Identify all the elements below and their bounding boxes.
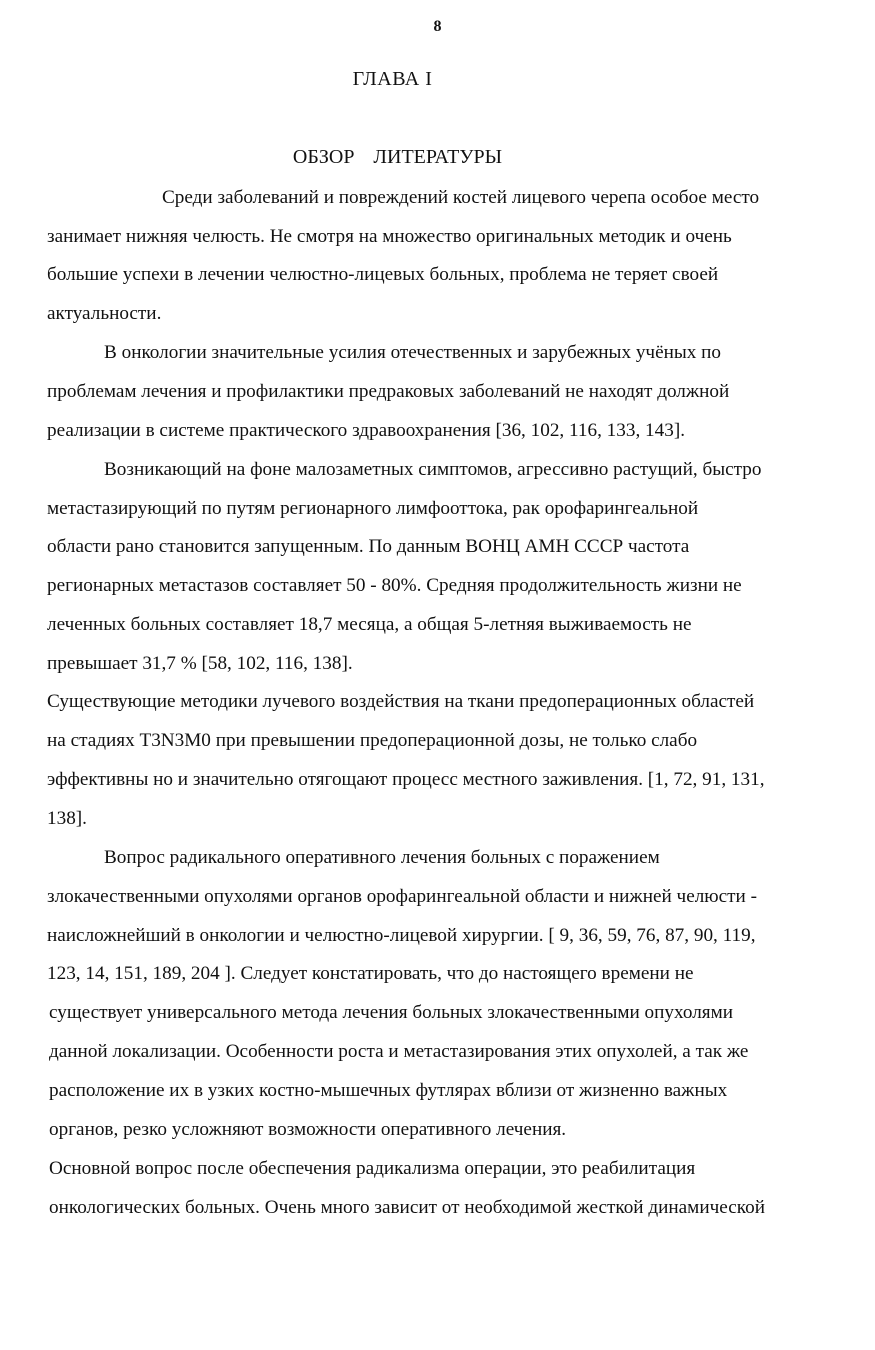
- text-line: В онкологии значительные усилия отечественных и зарубежных учёных по: [104, 342, 722, 363]
- text-line: большие успехи в лечении челюстно-лицевых больных, проблема не теряет своей: [47, 264, 719, 285]
- text-line: актуальности.: [47, 303, 162, 324]
- text-line: злокачественными опухолями органов орофарингеальной области и нижней челюсти -: [47, 886, 757, 907]
- chapter-title: ГЛАВА I: [352, 68, 433, 90]
- text-line: Вопрос радикального оперативного лечения больных с поражением: [104, 847, 660, 868]
- text-line: органов, резко усложняют возможности оперативного лечения.: [49, 1119, 567, 1140]
- text-line: 138].: [47, 808, 87, 829]
- text-line: на стадиях T3N3M0 при превышении предоперационной дозы, не только слабо: [47, 730, 698, 751]
- text-line: области рано становится запущенным. По данным ВОНЦ АМН СССР частота: [47, 536, 690, 557]
- text-line: онкологических больных. Очень много зависит от необходимой жесткой динамической: [49, 1197, 765, 1218]
- text-line: эффективны но и значительно отягощают процесс местного заживления. [1, 72, 91, 131,: [47, 769, 765, 790]
- text-line: Существующие методики лучевого воздействия на ткани предоперационных областей: [47, 691, 755, 712]
- text-line: проблемам лечения и профилактики предраковых заболеваний не находят должной: [47, 381, 730, 402]
- text-line: превышает 31,7 % [58, 102, 116, 138].: [47, 653, 353, 674]
- text-line: регионарных метастазов составляет 50 - 80%. Средняя продолжительность жизни не: [47, 575, 742, 596]
- section-title: ОБЗОР ЛИТЕРАТУРЫ: [292, 146, 503, 168]
- text-line: Возникающий на фоне малозаметных симптомов, агрессивно растущий, быстро: [104, 459, 762, 480]
- text-line: занимает нижняя челюсть. Не смотря на множество оригинальных методик и очень: [47, 226, 732, 247]
- text-line: наисложнейший в онкологии и челюстно-лицевой хирургии. [ 9, 36, 59, 76, 87, 90, 119,: [47, 925, 756, 946]
- text-line: Среди заболеваний и повреждений костей лицевого черепа особое место: [162, 187, 760, 208]
- text-line: 123, 14, 151, 189, 204 ]. Следует констатировать, что до настоящего времени не: [47, 963, 694, 984]
- text-line: леченных больных составляет 18,7 месяца, а общая 5-летняя выживаемость не: [47, 614, 692, 635]
- text-line: метастазирующий по путям регионарного лимфооттока, рак орофарингеальной: [47, 498, 699, 519]
- text-line: существует универсального метода лечения больных злокачественными опухолями: [49, 1002, 734, 1023]
- text-line: данной локализации. Особенности роста и метастазирования этих опухолей, а так же: [49, 1041, 749, 1062]
- page-number: 8: [433, 18, 442, 35]
- text-line: реализации в системе практического здравоохранения [36, 102, 116, 133, 143].: [47, 420, 686, 441]
- text-line: Основной вопрос после обеспечения радикализма операции, это реабилитация: [49, 1158, 696, 1179]
- text-line: расположение их в узких костно-мышечных футлярах вблизи от жизненно важных: [49, 1080, 728, 1101]
